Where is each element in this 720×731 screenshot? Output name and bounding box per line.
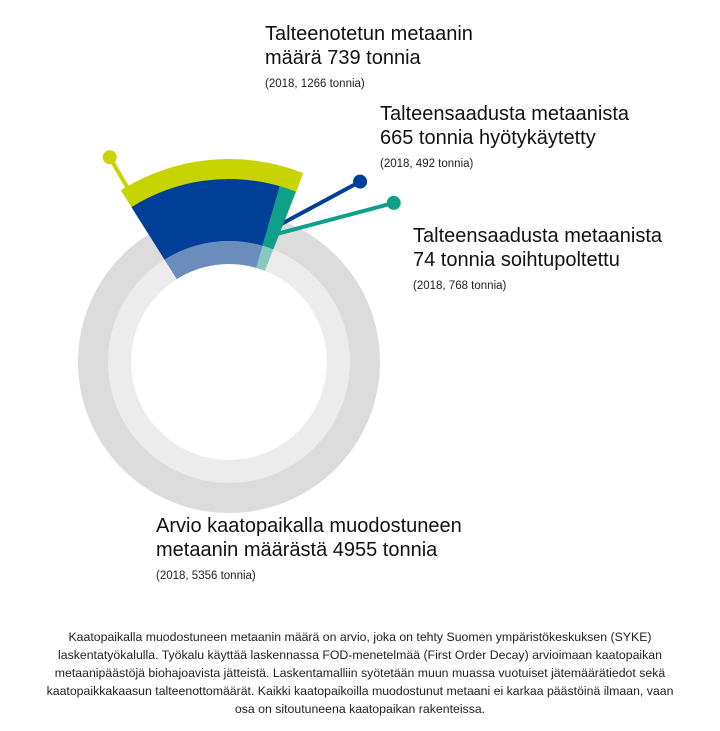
flared-label-line1: Talteensaadusta metaanista (413, 225, 663, 247)
flared-label (413, 224, 662, 292)
captured-label-line2: määrä 739 tonnia (265, 47, 421, 69)
total-label (156, 514, 462, 582)
total-prev-year: (2018, 5356 tonnia) (156, 570, 256, 582)
captured-prev-year: (2018, 1266 tonnia) (265, 78, 365, 90)
flared-label-line2: 74 tonnia soihtupoltettu (413, 249, 620, 271)
captured-dot (103, 150, 117, 164)
captured-label-line1: Talteenotetun metaanin (265, 23, 473, 45)
total-label-line1: Arvio kaatopaikalla muodostuneen (156, 515, 462, 537)
flared-prev-year: (2018, 768 tonnia) (413, 280, 507, 292)
utilized-dot (353, 175, 367, 189)
total-label-line2: metaanin määrästä 4955 tonnia (156, 539, 438, 561)
utilized-prev-year: (2018, 492 tonnia) (380, 158, 474, 170)
flared-dot (387, 196, 401, 210)
utilized-label (380, 102, 629, 170)
captured-label (265, 22, 473, 90)
utilized-label-line1: Talteensaadusta metaanista (380, 103, 630, 125)
utilized-label-line2: 665 tonnia hyötykäytetty (380, 127, 596, 149)
inner-ring-overlay (108, 241, 350, 483)
footnote: Kaatopaikalla muodostuneen metaanin määrä on arvio, joka on tehty Suomen ympäristökeskuksen (SYKE) laskentatyökalulla. Työkalu käyttää laskennassa FOD-menetelmää (First Order Decay) arvioimaan kaatopaikan metaanipäästöjä biohajoavista jätteistä. Laskentamalliin syötetään muun muassa vuotuiset jätemäärätiedot sekä kaatopaikkakaasun talteenottomäärät. Kaikki kaatopaikoilla muodostunut metaani ei karkaa päästöinä ilmaan, vaan osa on sitoutuneena kaatopaikan rakenteissa. (46, 630, 674, 716)
